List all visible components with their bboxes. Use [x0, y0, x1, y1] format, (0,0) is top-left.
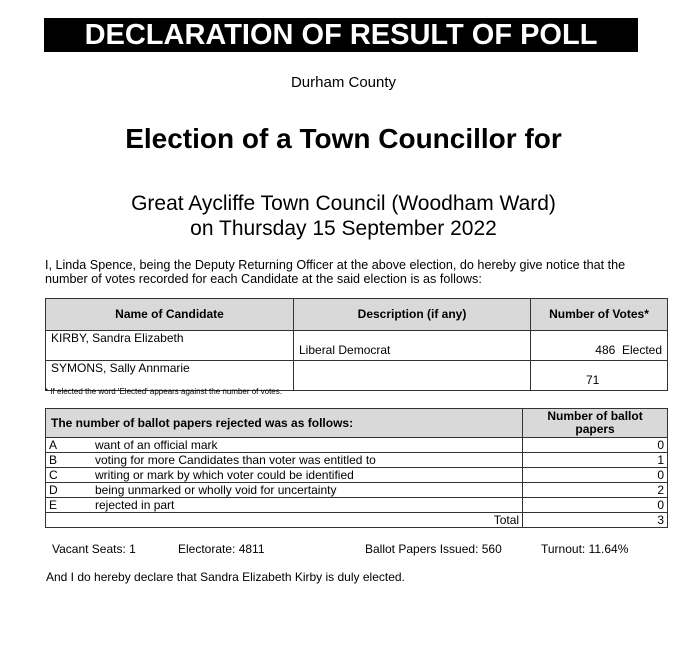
reason-code: B — [46, 453, 93, 468]
candidate-name: KIRBY, Sandra Elizabeth — [46, 331, 294, 361]
candidate-description — [294, 361, 531, 391]
total-count: 3 — [523, 513, 668, 528]
reason-text: voting for more Candidates than voter was entitled to — [92, 453, 523, 468]
table-row — [46, 483, 668, 498]
candidate-votes: 486 — [595, 343, 616, 357]
reason-count: 0 — [523, 438, 668, 453]
reason-text: rejected in part — [92, 498, 523, 513]
turnout: Turnout: 11.64% — [541, 542, 629, 556]
intro-text: I, Linda Spence, being the Deputy Returning Officer at the above election, do hereby give notice that the number of votes recorded for each Candidate at the said election is as follows: — [45, 258, 626, 286]
reason-count: 0 — [523, 498, 668, 513]
reason-code: E — [46, 498, 93, 513]
table-row — [46, 453, 668, 468]
vacant-seats: Vacant Seats: 1 — [52, 542, 136, 556]
declaration-text: And I do hereby declare that Sandra Elizabeth Kirby is duly elected. — [46, 570, 405, 584]
ballot-papers-issued: Ballot Papers Issued: 560 — [365, 542, 502, 556]
footnote: * If elected the word 'Elected' appears against the number of votes. — [45, 387, 282, 396]
table-row — [46, 498, 668, 513]
reason-count: 0 — [523, 468, 668, 483]
banner-title: DECLARATION OF RESULT OF POLL — [44, 18, 638, 52]
candidate-description: Liberal Democrat — [294, 331, 531, 361]
table-row — [46, 331, 668, 361]
electorate: Electorate: 4811 — [178, 542, 265, 556]
reason-code: C — [46, 468, 93, 483]
reason-text: want of an official mark — [92, 438, 523, 453]
header-description: Description (if any) — [294, 299, 531, 331]
reason-code: D — [46, 483, 93, 498]
rejected-header: The number of ballot papers rejected was as follows: — [46, 409, 523, 438]
reason-code: A — [46, 438, 93, 453]
table-row — [46, 468, 668, 483]
reason-count: 1 — [523, 453, 668, 468]
candidate-name: SYMONS, Sally Annmarie — [46, 361, 294, 391]
reason-count: 2 — [523, 483, 668, 498]
count-header: Number of ballot papers — [523, 409, 668, 438]
candidate-votes: 71 — [586, 373, 600, 387]
reason-text: writing or mark by which voter could be identified — [92, 468, 523, 483]
election-title: Election of a Town Councillor for — [125, 123, 562, 154]
rejected-ballots-table — [45, 408, 668, 528]
county: Durham County — [290, 74, 397, 91]
council-name: Great Aycliffe Town Council (Woodham Ward) — [131, 192, 556, 215]
election-date: on Thursday 15 September 2022 — [190, 217, 497, 240]
table-row — [46, 438, 668, 453]
header-votes: Number of Votes* — [531, 299, 668, 331]
reason-text: being unmarked or wholly void for uncertainty — [92, 483, 523, 498]
total-label: Total — [46, 513, 523, 528]
table-row — [46, 361, 668, 391]
total-row — [46, 513, 668, 528]
elected-status: Elected — [621, 343, 662, 357]
candidates-table — [45, 298, 668, 391]
header-name: Name of Candidate — [46, 299, 294, 331]
